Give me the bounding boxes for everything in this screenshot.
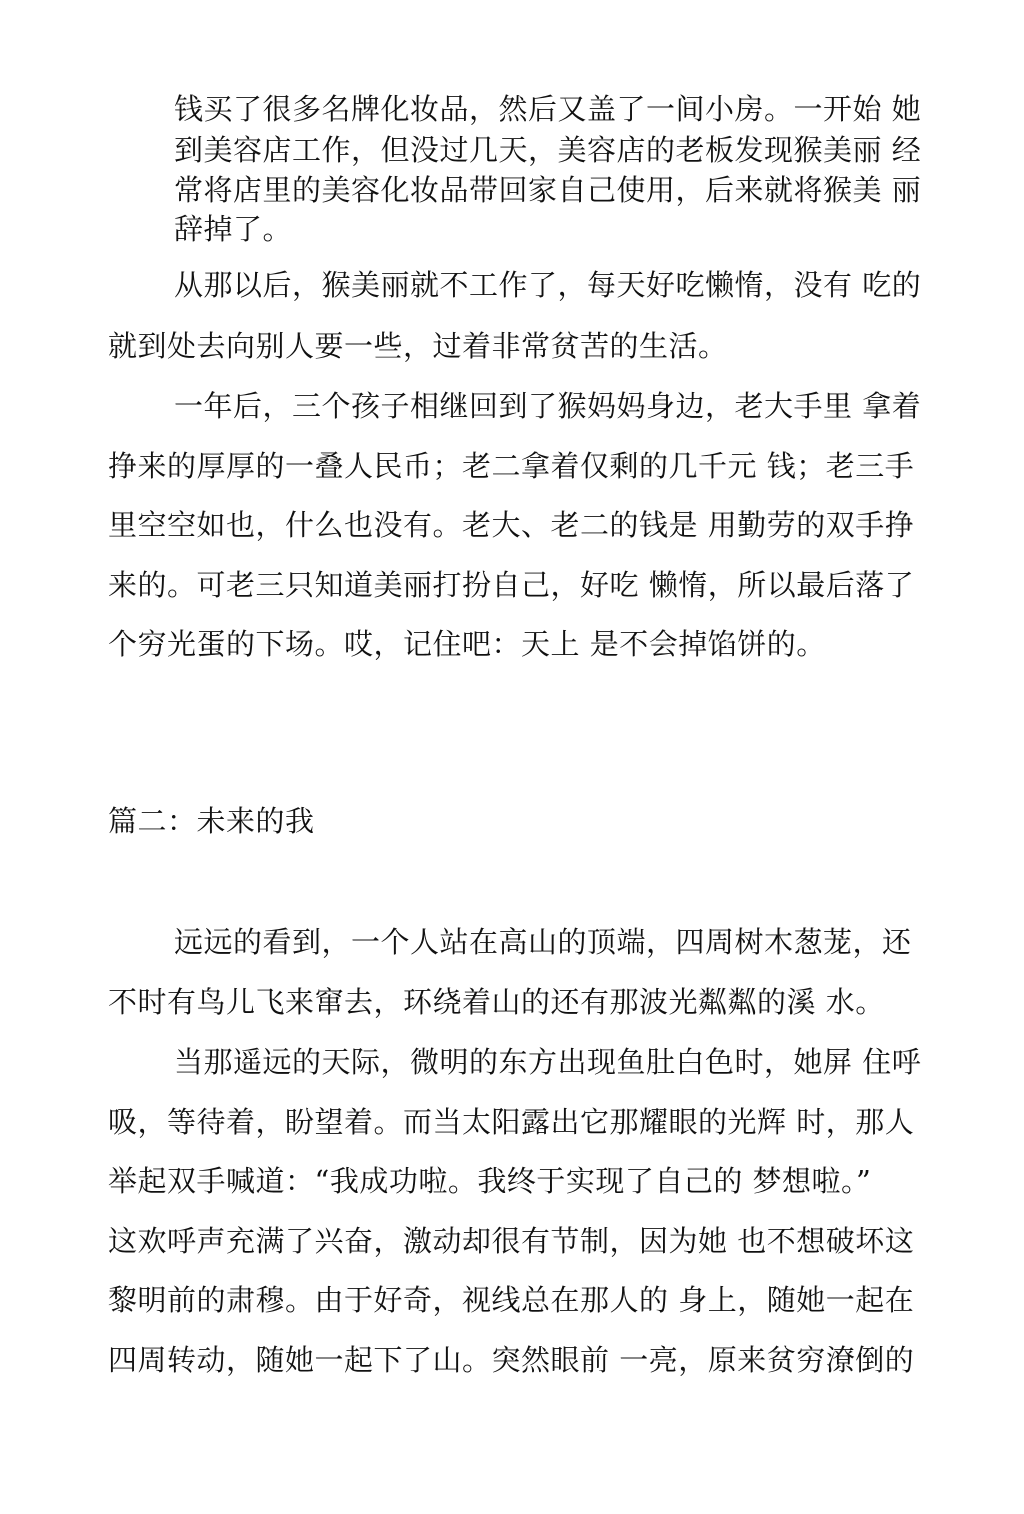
text-line: 钱买了很多名牌化妆品，然后又盖了一间小房。一开始 她 (174, 92, 922, 126)
text-line: 到美容店工作，但没过几天，美容店的老板发现猴美丽 经 (174, 133, 922, 167)
text-line: 当那遥远的天际，微明的东方出现鱼肚白色时，她屏 住呼 (174, 1045, 922, 1079)
text-line: 这欢呼声充满了兴奋，激动却很有节制，因为她 也不想破坏这 (108, 1224, 915, 1258)
text-line: 举起双手喊道：“我成功啦。我终于实现了自己的 梦想啦。” (108, 1164, 872, 1198)
text-line: 远远的看到，一个人站在高山的顶端，四周树木葱茏，还 (174, 925, 912, 959)
text-line: 就到处去向别人要一些，过着非常贫苦的生活。 (108, 329, 728, 363)
text-line: 里空空如也，什么也没有。老大、老二的钱是 用勤劳的双手挣 (108, 508, 915, 542)
text-line: 辞掉了。 (174, 212, 293, 246)
text-line: 四周转动，随她一起下了山。突然眼前 一亮，原来贫穷潦倒的 (108, 1343, 915, 1377)
text-line: 来的。可老三只知道美丽打扮自己，好吃 懒惰，所以最后落了 (108, 568, 915, 602)
text-line: 黎明前的肃穆。由于好奇，视线总在那人的 身上，随她一起在 (108, 1283, 915, 1317)
text-line: 从那以后，猴美丽就不工作了，每天好吃懒惰，没有 吃的 (174, 268, 922, 302)
text-line: 常将店里的美容化妆品带回家自己使用，后来就将猴美 丽 (174, 173, 922, 207)
text-line: 挣来的厚厚的一叠人民币；老二拿着仅剩的几千元 钱；老三手 (108, 449, 915, 483)
text-line: 个穷光蛋的下场。哎，记住吧：天上 是不会掉馅饼的。 (108, 627, 826, 661)
text-line: 一年后，三个孩子相继回到了猴妈妈身边，老大手里 拿着 (174, 389, 922, 423)
text-line: 不时有鸟儿飞来窜去，环绕着山的还有那波光粼粼的溪 水。 (108, 985, 885, 1019)
section-heading: 篇二：未来的我 (108, 804, 315, 838)
text-line: 吸，等待着，盼望着。而当太阳露出它那耀眼的光辉 时，那人 (108, 1105, 915, 1139)
